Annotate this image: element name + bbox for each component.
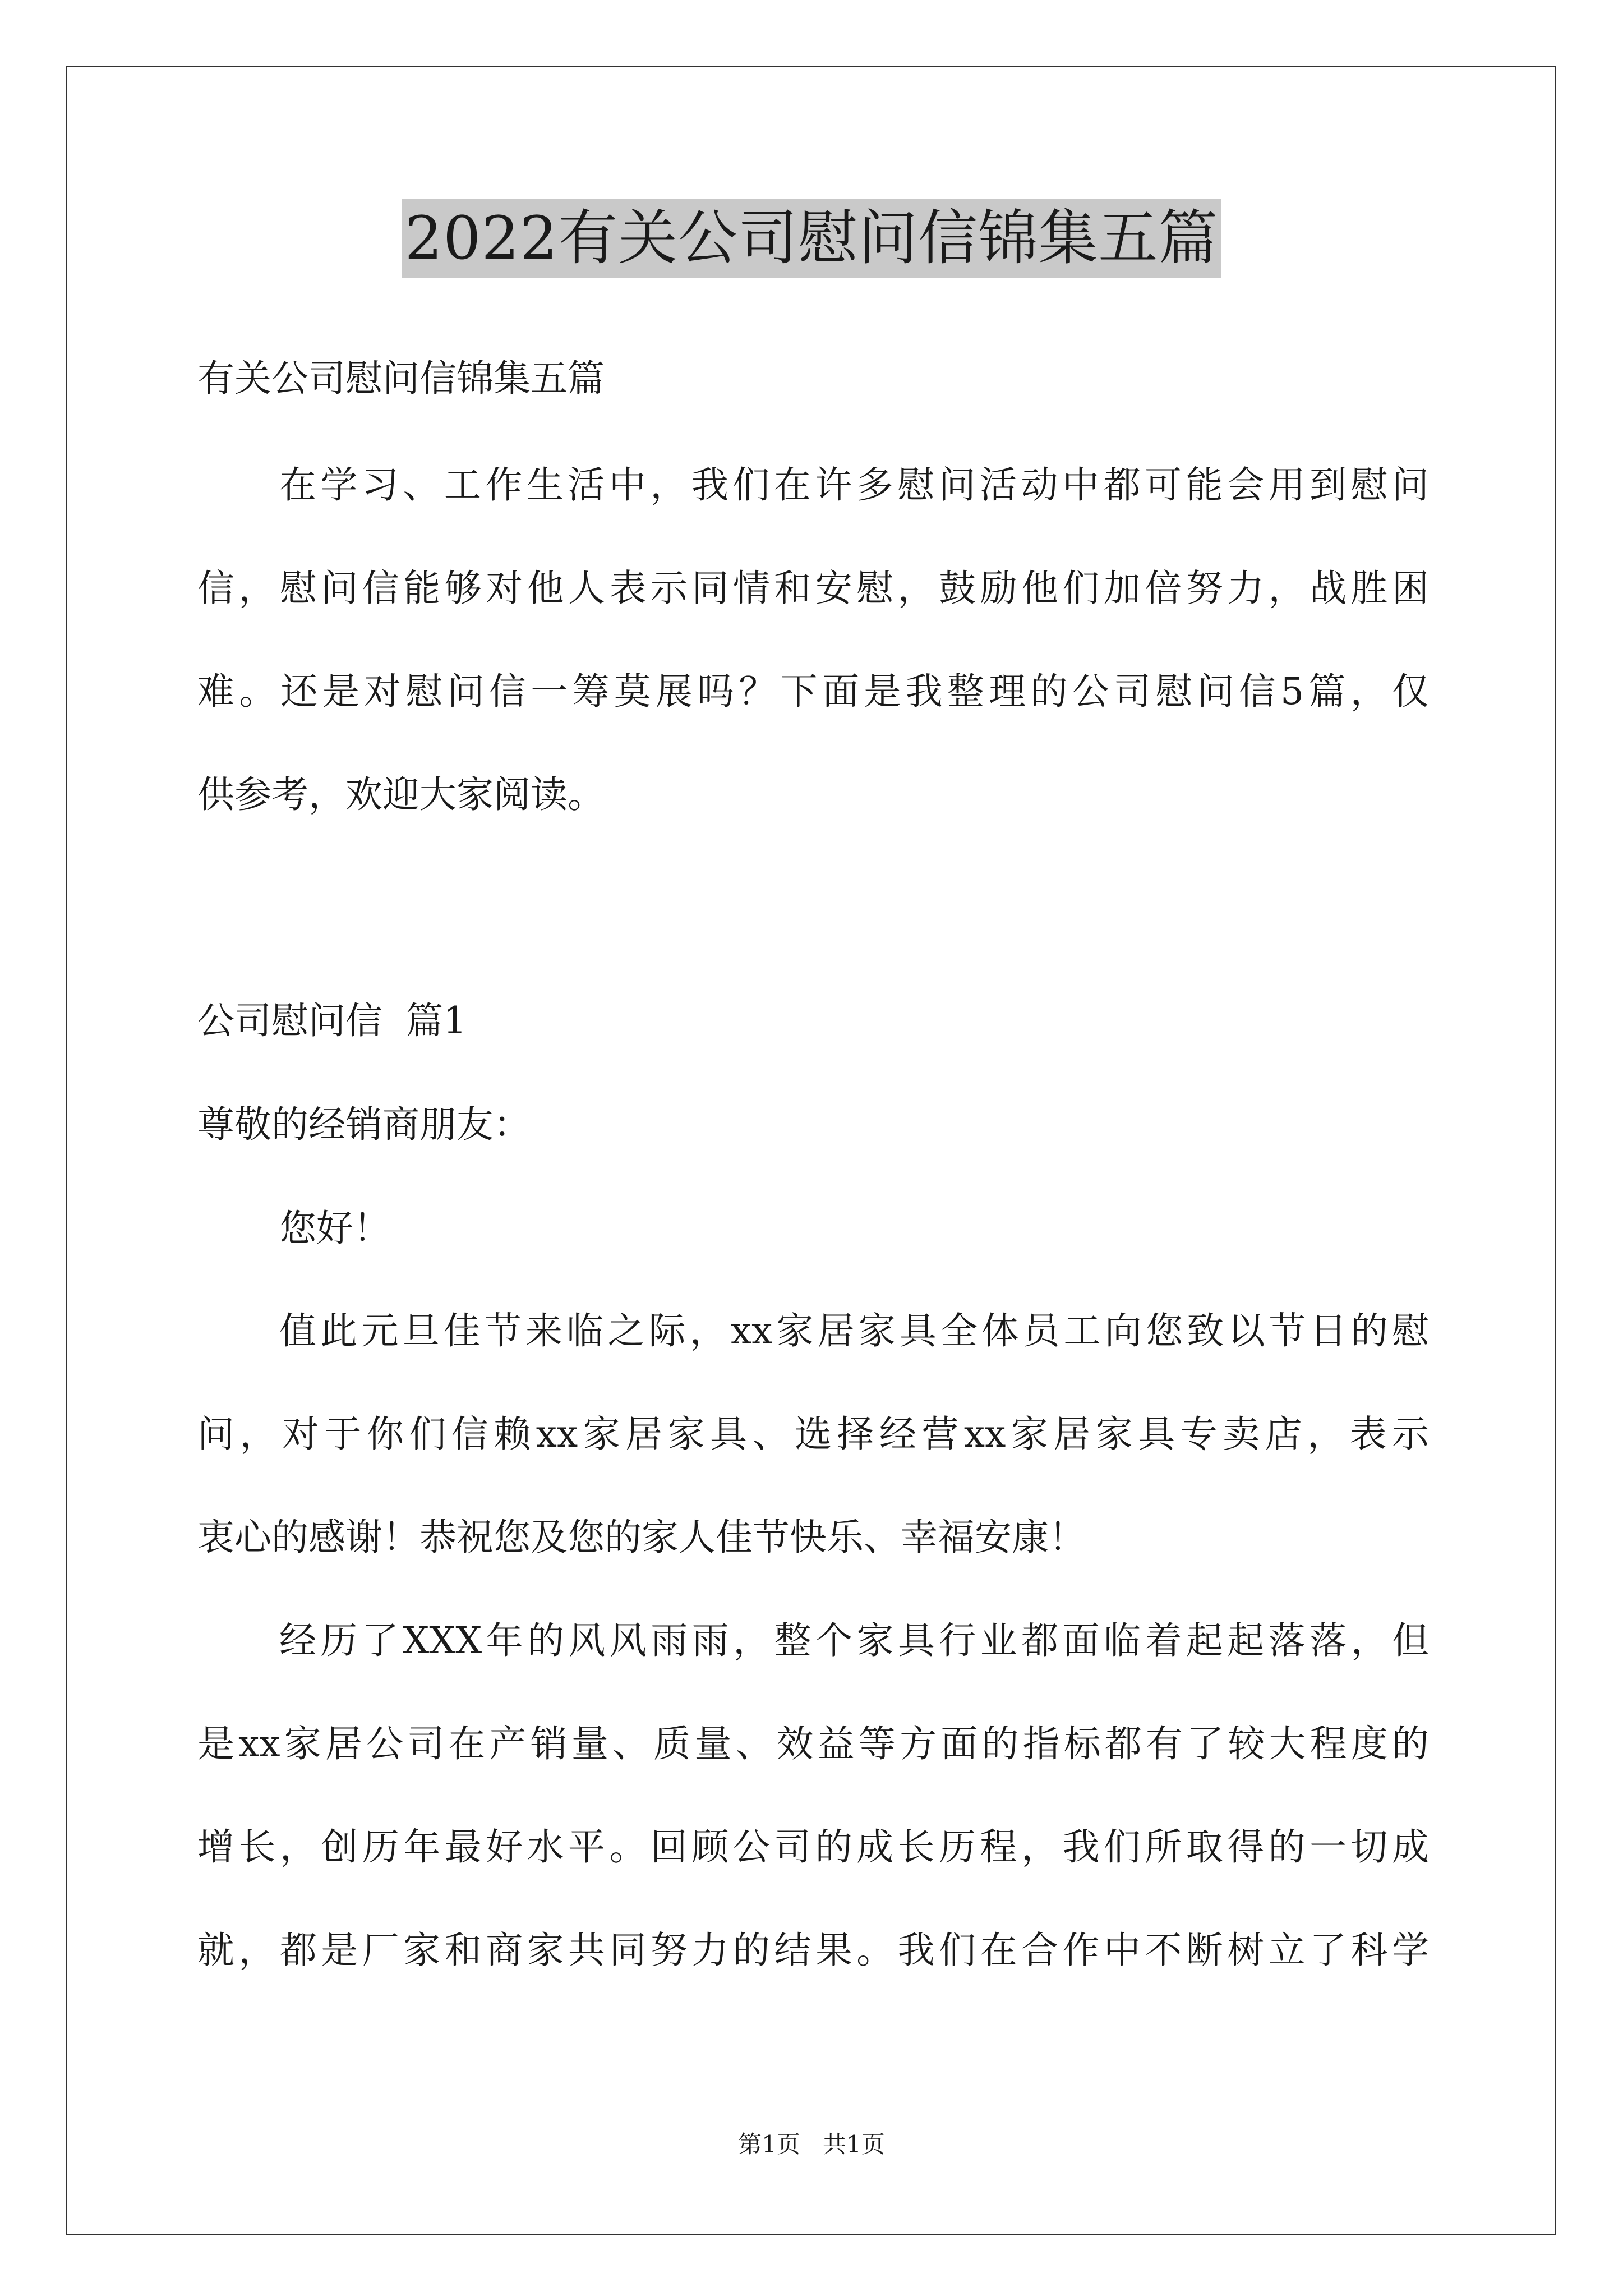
intro-line-1: 在学习、工作生活中，我们在许多慰问活动中都可能会用到慰问 [279,463,1429,507]
page-footer: 第1页 共1页 [738,2131,885,2158]
intro-line-4: 供参考，欢迎大家阅读。 [197,773,605,816]
greeting: 您好！ [279,1207,390,1250]
para2-line-1: 经历了XXX年的风风雨雨，整个家具行业都面临着起起落落，但 [279,1619,1429,1662]
para2-line-3: 增长，创历年最好水平。回顾公司的成长历程，我们所取得的一切成 [197,1825,1429,1869]
para1-line-3: 衷心的感谢！恭祝您及您的家人佳节快乐、幸福安康！ [197,1516,1086,1559]
para1-line-2: 问，对于你们信赖xx家居家具、选择经营xx家居家具专卖店，表示 [197,1412,1429,1456]
document-title: 2022有关公司慰问信锦集五篇 [402,199,1222,278]
intro-line-3: 难。还是对慰问信一筹莫展吗？下面是我整理的公司慰问信5篇，仅 [197,670,1429,713]
section-heading: 公司慰问信 篇1 [197,999,467,1042]
title-wrapper [0,199,1623,278]
intro-line-2: 信，慰问信能够对他人表示同情和安慰，鼓励他们加倍努力，战胜困 [197,567,1429,610]
para2-line-4: 就，都是厂家和商家共同努力的结果。我们在合作中不断树立了科学 [197,1929,1429,1972]
para1-line-1: 值此元旦佳节来临之际，xx家居家具全体员工向您致以节日的慰 [279,1309,1429,1352]
document-subtitle: 有关公司慰问信锦集五篇 [197,357,605,400]
para2-line-2: 是xx家居公司在产销量、质量、效益等方面的指标都有了较大程度的 [197,1722,1429,1765]
salutation: 尊敬的经销商朋友： [197,1103,531,1146]
